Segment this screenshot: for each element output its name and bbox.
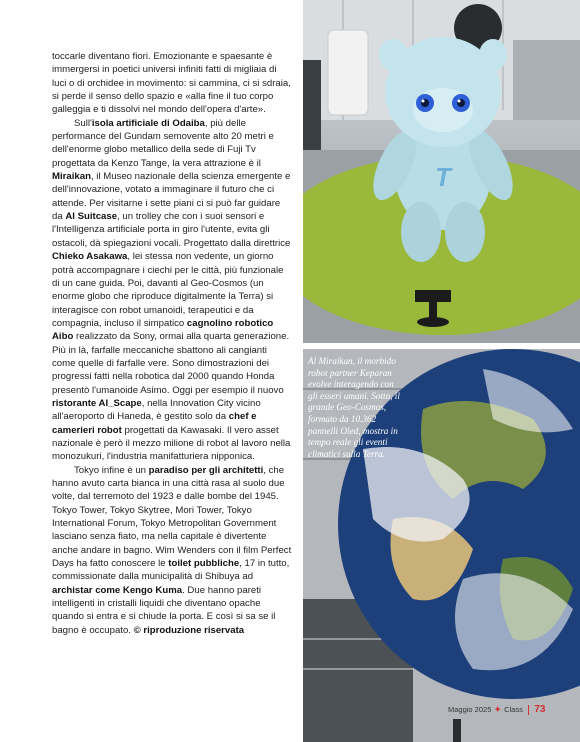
paragraph-3: Tokyo infine è un paradiso per gli architetti, che hanno avuto carta bianca in una città rasa al suolo due volte, dal terremoto del 1923 e dalle bombe del 1945. Tokyo Tower, Tokyo Skytree, Mori Tower, Tokyo International Forum, Tokyo Metropolitan Government lasciano senza fiato, ma nella capitale è divertente anche andare in bagno. Wim Wenders con il film Perfect Days ha fatto conoscere le toilet pubbliche, 17 in tutto, commissionate dalla municipalità di Shibuya ad archistar come Kengo Kuma. Due hanno pareti intelligenti in cristalli liquidi che diventano opache quando si entra e si chiude la porta. E così si sa se il bagno è occupato. © riproduzione riservata	[52, 464, 292, 636]
magazine-name: Class	[504, 705, 523, 714]
keparan-robot-illustration	[303, 0, 580, 343]
bold-highlight: Chieko Asakawa	[52, 251, 128, 263]
paragraph-2: Sull'isola artificiale di Odaiba, più delle performance del Gundam semovente alto 20 metri e dell'enorme globo metallico della sede di Fuji Tv progettata da Kenzo Tange, la vera attrazione è il Miraikan, il Museo nazionale della scienza emergente e dell'innovazione, votato a immaginare il futuro che ci attende. Per visitarne i sette piani ci si può far guidare da AI Suitcase, un trolley che con i suoi sensori e l'Intelligenza artificiale porta in giro l'utente, evita gli ostacoli, dà spiegazioni vocali. Progettato dalla direttrice Chieko Asakawa, lei stessa non vedente, un giorno potrà accompagnare i ciechi per le città, più funzionale di un cane guida. Poi, davanti al Geo-Cosmos (un enorme globo che riproduce digitalmente la Terra) si interagisce con robot umanoidi, terapeutici e da compagnia, incluso il simpatico cagnolino robotico Aibo realizzato da Sony, ormai alla quarta generazione. Più in là, farfalle meccaniche sbattono ali cangianti come quelle di farfalle vere. Sono dimostrazioni dei progressi fatti nella robotica dal 2000 quando Honda presentò l'umanoide Asimo. Oggi per esempio il nuovo ristorante AI_Scape, nella Innovation City vicino all'aeroporto di Haneda, è gestito solo da chef e camerieri robot progettati da Kawasaki. Il vero asset nazionale è però il mezzo milione di robot al lavoro nella monozukuri, l'industria manifatturiera nipponica.	[52, 117, 291, 463]
photo-keparan-robot	[303, 0, 580, 343]
bold-highlight: © riproduzione riservata	[133, 624, 245, 636]
bold-highlight: chef e camerieri robot	[52, 411, 257, 436]
page-number: 73	[534, 704, 546, 715]
bold-highlight: AI Suitcase	[65, 211, 118, 223]
robot-chest-logo: T	[435, 162, 451, 192]
issue-date: Maggio 2025	[448, 705, 492, 714]
article-body	[52, 50, 292, 637]
photo-caption: Al Miraikan, il morbido robot partner Keparan evolve interagendo con gli esseri umani. Sotto, il grande Geo-Cosmos, formato da 10.362 pannelli Oled, mostra in tempo reale gli eventi climatici sulla Terra.	[308, 356, 400, 459]
bold-highlight: ristorante AI_Scape	[52, 397, 142, 409]
page-footer	[448, 704, 545, 715]
bold-highlight: paradiso per gli architetti	[148, 464, 264, 476]
class-logo-icon: ✦	[494, 705, 502, 714]
bold-highlight: toilet pubbliche	[168, 558, 240, 570]
footer-divider	[528, 705, 530, 715]
paragraph-1: toccarle diventano fiori. Emozionante e spaesante è immergersi in poetici universi infiniti fatti di migliaia di luci o di orchidee in movimento: si cammina, ci si sdraia, si perde il senso dello spazio e «alla fine il tuo corpo galleggia e ti dissolvi nel mondo dell'opera d'arte».	[52, 51, 291, 116]
bold-highlight: isola artificiale di Odaiba	[91, 117, 205, 129]
bold-highlight: cagnolino robotico Aibo	[52, 317, 274, 343]
bold-highlight: Miraikan	[52, 171, 91, 183]
bold-highlight: archistar come Kengo Kuma	[52, 584, 183, 596]
